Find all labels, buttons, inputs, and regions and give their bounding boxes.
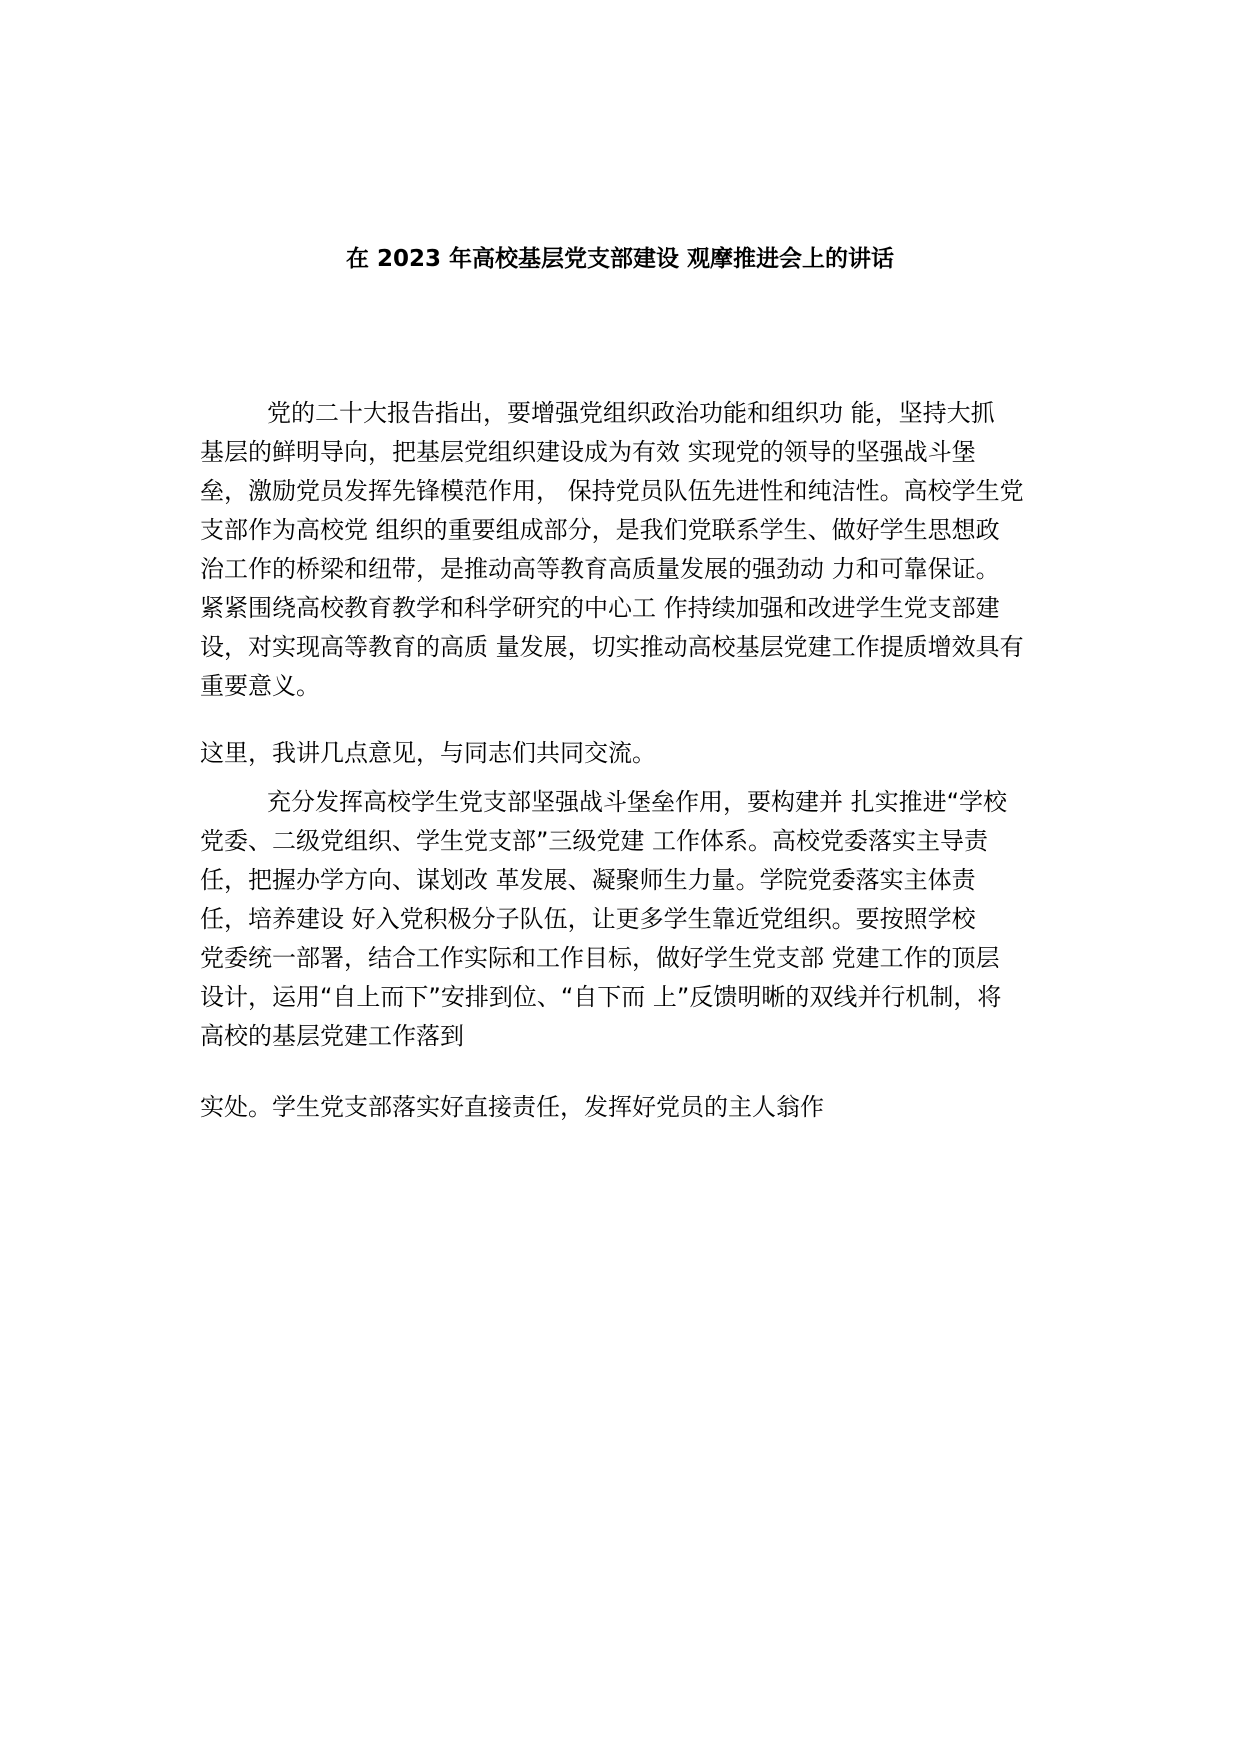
paragraph-line: 党的二十大报告指出，要增强党组织政治功能和组织功 能，坚持大抓 [267,399,995,427]
paragraph-line: 高校的基层党建工作落到 [200,1022,464,1050]
paragraph-point-one [200,783,1080,1056]
paragraph-line: 这里，我讲几点意见，与同志们共同交流。 [200,739,656,767]
paragraph-line: 紧紧围绕高校教育教学和科学研究的中心工 作持续加强和改进学生党支部建 [200,594,1000,622]
paragraph-line: 支部作为高校党 组织的重要组成部分，是我们党联系学生、做好学生思想政 [200,516,1000,544]
paragraph-line: 设，对实现高等教育的高质 量发展，切实推动高校基层党建工作提质增效具有 [200,633,1024,661]
paragraph-line: 基层的鲜明导向，把基层党组织建设成为有效 实现党的领导的坚强战斗堡 [200,438,976,466]
paragraph-line: 重要意义。 [200,672,320,700]
paragraph-line: 党委、二级党组织、学生党支部”三级党建 工作体系。高校党委落实主导责 [200,827,989,855]
paragraph-line: 任，把握办学方向、谋划改 革发展、凝聚师生力量。学院党委落实主体责 [200,866,976,894]
paragraph-intro [200,394,1080,706]
paragraph-line: 垒，激励党员发挥先锋模范作用， 保持党员队伍先进性和纯洁性。高校学生党 [200,477,1024,505]
paragraph-continuation [200,1088,1080,1127]
paragraph-line: 任，培养建设 好入党积极分子队伍，让更多学生靠近党组织。要按照学校 [200,905,976,933]
document-title: 在 2023 年高校基层党支部建设 观摩推进会上的讲话 [345,246,895,272]
paragraph-line: 充分发挥高校学生党支部坚强战斗堡垒作用，要构建并 扎实推进“学校 [267,788,1008,816]
paragraph-line: 党委统一部署，结合工作实际和工作目标，做好学生党支部 党建工作的顶层 [200,944,1000,972]
paragraph-line: 实处。学生党支部落实好直接责任，发挥好党员的主人翁作 [200,1093,824,1121]
paragraph-line: 设计，运用“自上而下”安排到位、“自下而 上”反馈明晰的双线并行机制，将 [200,983,1002,1011]
paragraph-line: 治工作的桥梁和纽带，是推动高等教育高质量发展的强劲动 力和可靠保证。 [200,555,1000,583]
paragraph-transition [200,734,1080,773]
